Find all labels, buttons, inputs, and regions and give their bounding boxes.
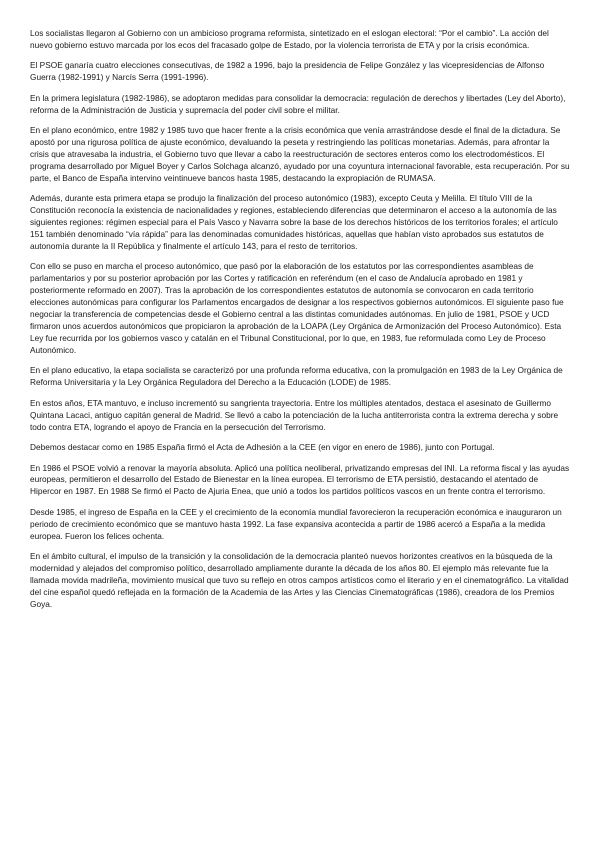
paragraph-economic-growth: Desde 1985, el ingreso de España en la CEE y el crecimiento de la economía mundial favorecieron la recuperación económica e inauguraron un periodo de crecimiento económico que se mantuvo hasta 1992. La fase expansiva acontecida a partir de 1986 acercó a España a la medida europea. Fueron los felices ochenta. <box>30 506 562 541</box>
paragraph-cee: Debemos destacar como en 1985 España firmó el Acta de Adhesión a la CEE (en vigor en enero de 1986), junto con Portugal. <box>30 442 495 453</box>
paragraph-culture: En el ámbito cultural, el impulso de la transición y la consolidación de la democracia planteó nuevos horizontes creativos en la búsqueda de la modernidad y alejados del compromiso político, desarrollado ampliamente durante la década de los años 80. El ejemplo más relevante fue la llamada movida madrileña, movimiento musical que tuvo su reflejo en otros campos artísticos como el literario y en el cinematográfico. La vitalidad del cine español quedó reflejada en la formación de la Academia de las Artes y las Ciencias Cinematográficas (1986), creadora de los Premios Goya. <box>30 551 569 609</box>
paragraph-education: En el plano educativo, la etapa socialista se caracterizó por una profunda reforma educativa, con la promulgación en 1983 de la Ley Orgánica de Reforma Universitaria y la Ley Orgánica Reguladora del Derecho a la Educación (LODE) de 1985. <box>30 365 563 388</box>
paragraph-autonomy-title-viii: Además, durante esta primera etapa se produjo la finalización del proceso autonómico (1983), excepto Ceuta y Melilla. El título VIII de la Constitución reconocía la existencia de nacionalidades y regiones, estableciendo diferencias que determinaron el acceso a la autonomía de las siguientes regiones: régimen especial para el País Vasco y Navarra sobre la base de los derechos históricos de los territorios forales; el artículo 151 también denominado “vía rápida” para las denominadas comunidades históricas, aquellas que habían visto aprobados sus estatutos de autonomía durante la II República y finalmente el artículo 143, para el resto de territorios. <box>30 193 558 251</box>
paragraph-autonomy-process: Con ello se puso en marcha el proceso autonómico, que pasó por la elaboración de los estatutos por las correspondientes asambleas de parlamentarios y por su posterior aprobación por las Cortes y ratificación en referéndum (en el caso de Andalucía aprobado en 1981 y posteriormente reformado en 2007). Tras la aprobación de los correspondientes estatutos de autonomía se convocaron en cada territorio elecciones autonómicas para configurar los Parlamentos encargados de designar a los respectivos gobiernos autonómicos. El siguiente paso fue negociar la transferencia de competencias desde el Gobierno central a las distintas comunidades autónomas. En julio de 1981, PSOE y UCD firmaron unos acuerdos autonómicos que propiciaron la aprobación de la LOAPA (Ley Orgánica de Armonización del Proceso Autonómico). Esta Ley fue recurrida por los gobiernos vasco y catalán en el Tribunal Constitucional, por lo que, en 1983, fue reformulada como Ley de Proceso Autonómico. <box>30 261 564 355</box>
paragraph-1986-majority: En 1986 el PSOE volvió a renovar la mayoría absoluta. Aplicó una política neoliberal, privatizando empresas del INI. La reforma fiscal y las ayudas europeas, permitieron el desarrollo del Estado de Bienestar en la línea europea. El terrorismo de ETA persistió, destacando el atentado de Hipercor en 1987. En 1988 Se firmó el Pacto de Ajuria Enea, que unió a todos los partidos políticos vascos en un frente contra el terrorismo. <box>30 462 570 497</box>
paragraph-elections: El PSOE ganaría cuatro elecciones consecutivas, de 1982 a 1996, bajo la presidencia de Felipe González y las vicepresidencias de Alfonso Guerra (1982-1991) y Narcís Serra (1991-1996). <box>30 60 545 83</box>
paragraph-intro: Los socialistas llegaron al Gobierno con un ambicioso programa reformista, sintetizado en el eslogan electoral: “Por el cambio”. La acción del nuevo gobierno estuvo marcada por los ecos del fracasado golpe de Estado, por la violencia terrorista de ETA y por la crisis económica. <box>30 28 549 50</box>
paragraph-first-legislature: En la primera legislatura (1982-1986), se adoptaron medidas para consolidar la democracia: regulación de derechos y libertades (Ley del Aborto), reforma de la Administración de Justicia y supremacía del poder civil sobre el militar. <box>30 92 566 115</box>
paragraph-terrorism: En estos años, ETA mantuvo, e incluso incrementó su sangrienta trayectoria. Entre los múltiples atentados, destaca el asesinato de Guillermo Quintana Lacaci, antiguo capitán general de Madrid. Se llevó a cabo la potenciación de la lucha antiterrorista contra la extrema derecha y sobre todo contra ETA, logrando el apoyo de Francia en la persecución del Terrorismo. <box>30 397 559 432</box>
paragraph-economy: En el plano económico, entre 1982 y 1985 tuvo que hacer frente a la crisis económica que venía arrastrándose desde el final de la dictadura. Se apostó por una rigurosa política de ajuste económico, devaluando la peseta y restringiendo las políticas monetarias. Además, para afrontar la crisis que atravesaba la industria, el Gobierno tuvo que llevar a cabo la reestructuración de sectores enteros como los electrodomésticos. El programa desarrollado por Miguel Boyer y Carlos Solchaga alcanzó, ayudado por una coyuntura internacional favorable, esta recuperación. Por su parte, el Banco de España intervino veintinueve bancos hasta 1985, destacando la expropiación de RUMASA. <box>30 125 570 183</box>
